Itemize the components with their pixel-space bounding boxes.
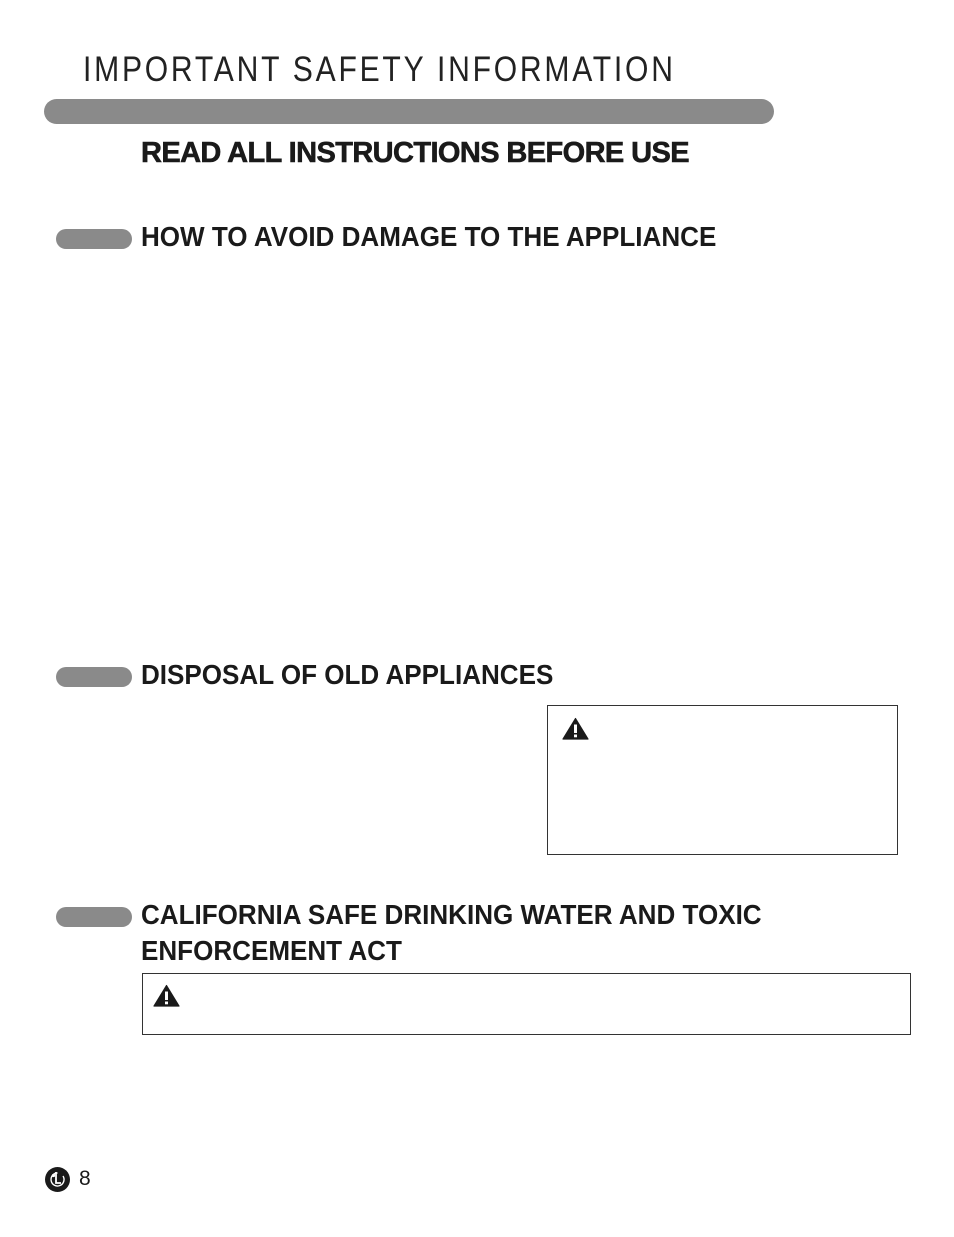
- section-heading-california-line2: ENFORCEMENT ACT: [141, 935, 402, 966]
- section-pill: [56, 229, 132, 249]
- page-number: 8: [79, 1167, 91, 1190]
- california-warning-box: [142, 973, 911, 1035]
- lg-logo-icon: [44, 1166, 71, 1193]
- section-heading-california-line1: CALIFORNIA SAFE DRINKING WATER AND TOXIC: [141, 899, 762, 930]
- read-all-instructions-heading: READ ALL INSTRUCTIONS BEFORE USE: [141, 137, 689, 169]
- section-heading-avoid-damage: HOW TO AVOID DAMAGE TO THE APPLIANCE: [141, 221, 717, 252]
- section-heading-disposal: DISPOSAL OF OLD APPLIANCES: [141, 659, 554, 690]
- section-pill: [56, 667, 132, 687]
- title-bar: [44, 99, 774, 124]
- warning-triangle-icon: [562, 717, 589, 740]
- warning-triangle-icon: [153, 984, 180, 1007]
- section-pill: [56, 907, 132, 927]
- page-title: IMPORTANT SAFETY INFORMATION: [83, 50, 676, 89]
- disposal-warning-box: [547, 705, 898, 855]
